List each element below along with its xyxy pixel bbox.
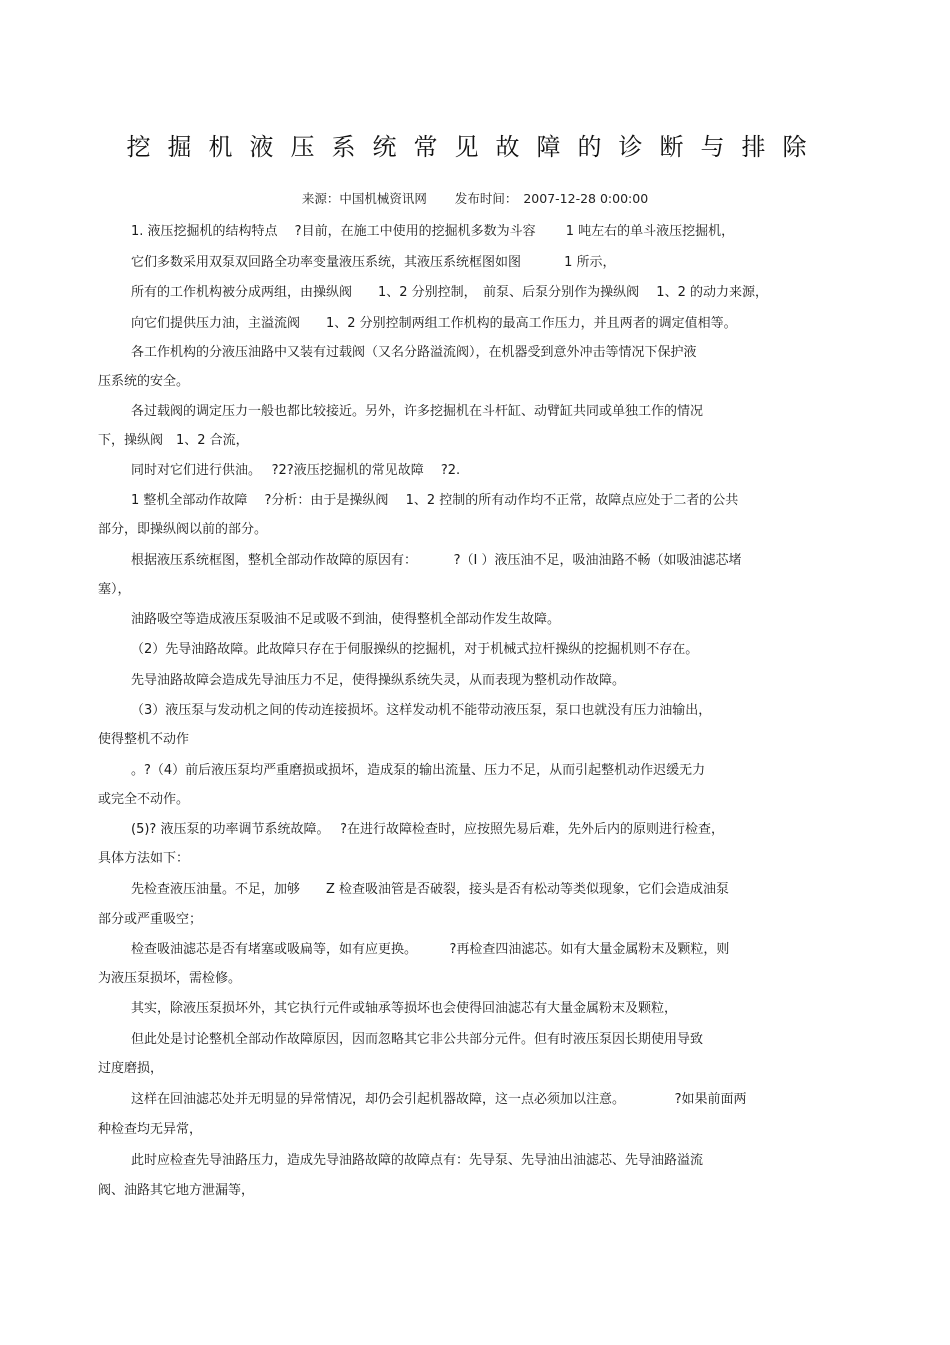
body-line: 1 整机全部动作故障 ?分析：由于是操纵阀 1、2 控制的所有动作均不正常，故障点应处于二者的公共 (131, 493, 739, 508)
body-line: 阀、油路其它地方泄漏等， (98, 1183, 255, 1198)
body-line: 其实，除液压泵损坏外，其它执行元件或轴承等损坏也会使得回油滤芯有大量金属粉末及颗粒， (131, 1001, 678, 1016)
publish-time (455, 191, 648, 206)
body-line: （2）先导油路故障。此故障只存在于伺服操纵的挖掘机，对于机械式拉杆操纵的挖掘机则不存在。 (131, 642, 699, 657)
body-line: (5)? 液压泵的功率调节系统故障。 ?在进行故障检查时，应按照先易后难，先外后内的原则进行检查， (131, 822, 724, 837)
body-line: 过度磨损， (98, 1061, 164, 1076)
body-line: 根据液压系统框图，整机全部动作故障的原因有： ?（I ）液压油不足，吸油油路不畅（如吸油滤芯堵 (131, 553, 742, 568)
source-label: 来源：中国机械资讯网 (301, 191, 427, 206)
body-line: 压系统的安全。 (98, 374, 190, 389)
body-line: 所有的工作机构被分成两组，由操纵阀 1、2 分别控制， 前泵、后泵分别作为操纵阀 1、2 的动力来源， (131, 285, 768, 300)
body-line: 。?（4）前后液压泵均严重磨损或损坏，造成泵的输出流量、压力不足，从而引起整机动作迟缓无力 (131, 763, 706, 778)
body-line: 它们多数采用双泵双回路全功率变量液压系统，其液压系统框图如图 1 所示， (131, 255, 616, 270)
body-line: （3）液压泵与发动机之间的传动连接损坏。这样发动机不能带动液压泵，泵口也就没有压力油输出， (131, 703, 712, 718)
body-line: 1. 液压挖掘机的结构特点 ?目前，在施工中使用的挖掘机多数为斗容 1 吨左右的单斗液压挖掘机， (131, 224, 735, 239)
body-line: 或完全不动作。 (98, 792, 190, 807)
body-line: 使得整机不动作 (98, 732, 190, 747)
body-line: 具体方法如下： (98, 851, 190, 866)
body-line: 这样在回油滤芯处并无明显的异常情况，却仍会引起机器故障，这一点必须加以注意。 ?如果前面两 (131, 1092, 747, 1107)
body-line: 先检查液压油量。不足，加够 Z 检查吸油管是否破裂，接头是否有松动等类似现象，它们会造成油泵 (131, 882, 730, 897)
body-line: 检查吸油滤芯是否有堵塞或吸扁等，如有应更换。 ?再检查四油滤芯。如有大量金属粉末及颗粒，则 (131, 942, 730, 957)
body-line: 种检查均无异常， (98, 1122, 203, 1137)
body-line: 油路吸空等造成液压泵吸油不足或吸不到油，使得整机全部动作发生故障。 (131, 612, 561, 627)
body-line: 同时对它们进行供油。 ?2?液压挖掘机的常见故障 ?2. (131, 463, 461, 478)
publish-time-label: 发布时间： (454, 191, 518, 206)
article-meta (0, 189, 950, 207)
body-line: 部分，即操纵阀以前的部分。 (98, 522, 268, 537)
body-line: 下，操纵阀 1、2 合流， (98, 433, 249, 448)
document-title: 挖掘机液压系统常见故障的诊断与排除 (126, 133, 824, 161)
body-line: 为液压泵损坏，需检修。 (98, 971, 242, 986)
body-line: 此时应检查先导油路压力，造成先导油路故障的故障点有：先导泵、先导油出油滤芯、先导油路溢流 (131, 1153, 704, 1168)
body-line: 各工作机构的分液压油路中又装有过载阀（又名分路溢流阀），在机器受到意外冲击等情况下保护液 (131, 345, 697, 360)
body-line: 部分或严重吸空； (98, 912, 203, 927)
publish-time-value: 2007-12-28 0:00:00 (523, 191, 649, 206)
body-line: 塞）， (98, 582, 131, 597)
body-line: 但此处是讨论整机全部动作故障原因，因而忽略其它非公共部分元件。但有时液压泵因长期使用导致 (131, 1032, 704, 1047)
body-line: 各过载阀的调定压力一般也都比较接近。另外，许多挖掘机在斗杆缸、动臂缸共同或单独工作的情况 (131, 404, 704, 419)
body-line: 先导油路故障会造成先导油压力不足，使得操纵系统失灵，从而表现为整机动作故障。 (131, 673, 626, 688)
body-line: 向它们提供压力油，主溢流阀 1、2 分别控制两组工作机构的最高工作压力，并且两者的调定值相等。 (131, 316, 737, 331)
